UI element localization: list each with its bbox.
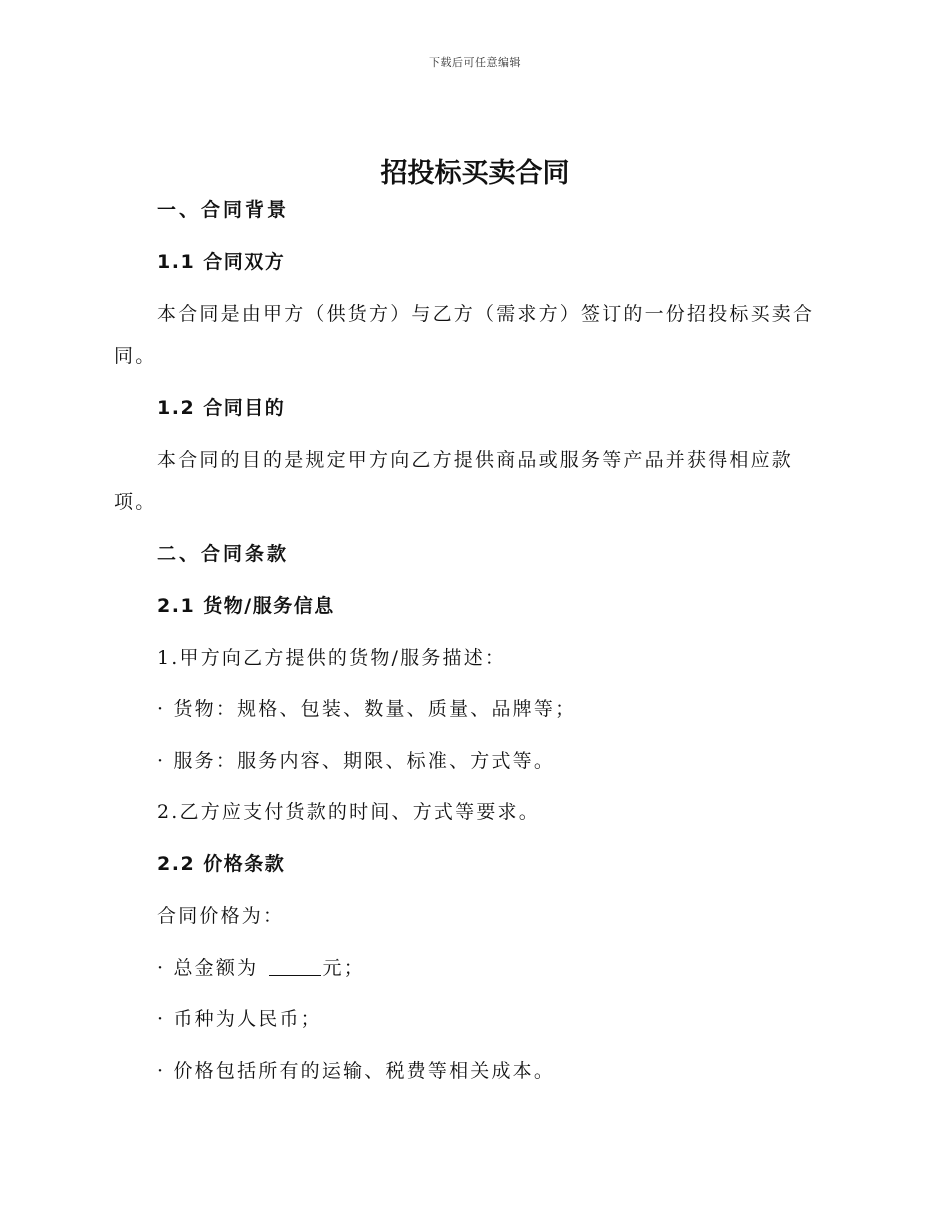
bullet-currency: · 币种为人民币；: [157, 1008, 322, 1030]
subsection-heading-parties: 1.1 合同双方: [157, 251, 286, 273]
header-note: 下载后可任意编辑: [429, 56, 521, 69]
bullet-service: · 服务：服务内容、期限、标准、方式等。: [157, 750, 556, 772]
paragraph-purpose-line1: 本合同的目的是规定甲方向乙方提供商品或服务等产品并获得相应款: [157, 449, 794, 471]
paragraph-parties-line2: 同。: [114, 345, 157, 367]
list-item-description: 1.甲方向乙方提供的货物/服务描述：: [157, 647, 507, 669]
bullet-price-inclusive: · 价格包括所有的运输、税费等相关成本。: [157, 1060, 556, 1082]
price-intro: 合同价格为：: [157, 905, 285, 927]
list-item-payment: 2.乙方应支付货款的时间、方式等要求。: [157, 801, 540, 823]
bullet-goods: · 货物：规格、包装、数量、质量、品牌等；: [157, 698, 577, 720]
section-heading-background: 一、合同背景: [157, 199, 290, 221]
amount-blank-line: [269, 957, 321, 976]
subsection-heading-purpose: 1.2 合同目的: [157, 397, 286, 419]
paragraph-purpose-line2: 项。: [114, 491, 157, 513]
section-heading-terms: 二、合同条款: [157, 543, 290, 565]
document-title: 招投标买卖合同: [380, 158, 570, 189]
paragraph-parties-line1: 本合同是由甲方（供货方）与乙方（需求方）签订的一份招投标买卖合: [157, 303, 815, 325]
bullet-total-amount: [157, 955, 365, 981]
bullet-total-prefix: · 总金额为: [157, 957, 267, 979]
subsection-heading-goods-services: 2.1 货物/服务信息: [157, 595, 335, 617]
bullet-total-suffix: 元；: [322, 957, 365, 979]
subsection-heading-price: 2.2 价格条款: [157, 853, 286, 875]
